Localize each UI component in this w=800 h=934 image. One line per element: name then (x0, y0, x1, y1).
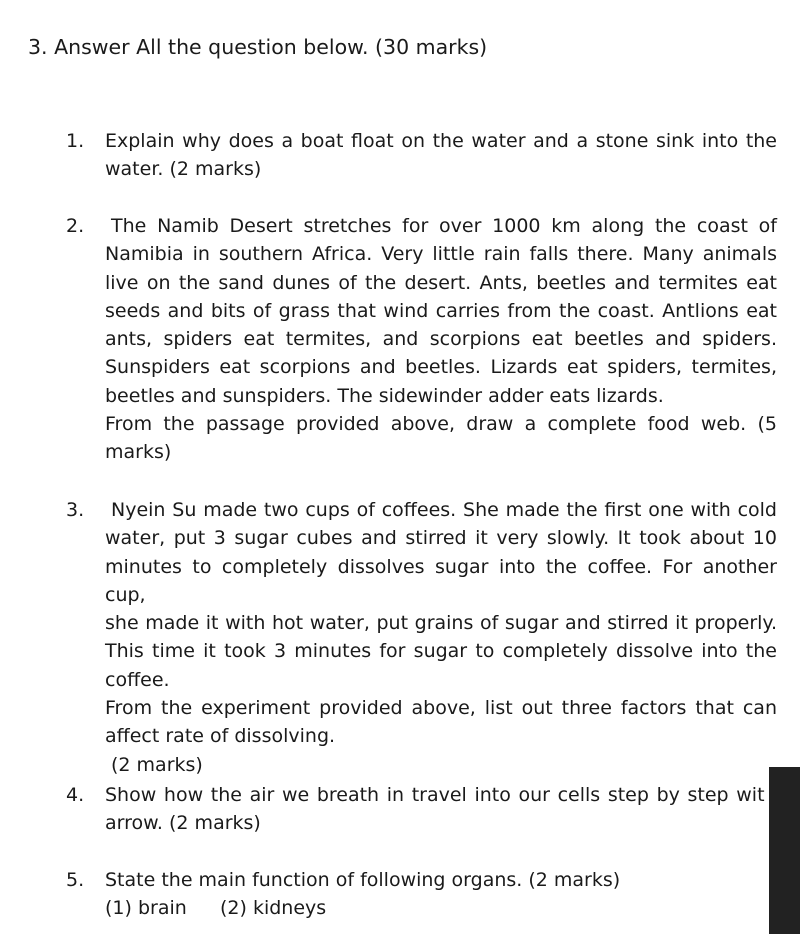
question-text (105, 866, 777, 923)
question-line: seeds and bits of grass that wind carries from the coast. Antlions eat (105, 299, 777, 322)
question-line: Nyein Su made two cups of coffees. She made the first one with cold (111, 499, 777, 521)
question-line: live on the sand dunes of the desert. Ants, beetles and termites eat (105, 271, 777, 294)
question-number: 4. (66, 784, 85, 806)
organ-option-brain: (1) brain (105, 897, 187, 920)
question-number: 3. (66, 499, 85, 521)
question-line: water. (2 marks) (105, 158, 262, 181)
dark-edge-strip (769, 767, 800, 934)
section-heading: 3. Answer All the question below. (30 marks) (28, 35, 488, 59)
question-text (105, 127, 777, 184)
question-line: marks) (105, 441, 172, 464)
question-line: minutes to completely dissolves sugar into the coffee. For another cup, (105, 555, 777, 606)
question-text (105, 212, 777, 467)
question-line: beetles and sunspiders. The sidewinder adder eats lizards. (105, 384, 664, 407)
question-line: (2 marks) (111, 753, 203, 776)
question-line: Namibia in southern Africa. Very little rain falls there. Many animals (105, 243, 777, 266)
question-line: Sunspiders eat scorpions and beetles. Lizards eat spiders, termites, (105, 356, 777, 379)
question-number: 2. (66, 215, 85, 237)
question-line: affect rate of dissolving. (105, 725, 336, 748)
question-line: she made it with hot water, put grains of sugar and stirred it properly. (105, 612, 777, 635)
question-line: This time it took 3 minutes for sugar to completely dissolve into the (105, 640, 777, 663)
question-line: The Namib Desert stretches for over 1000 km along the coast of (111, 215, 777, 237)
question-line: coffee. (105, 668, 170, 691)
question-line: arrow. (2 marks) (105, 812, 261, 835)
question-line: State the main function of following organs. (2 marks) (105, 869, 621, 891)
question-number: 1. (66, 130, 85, 152)
question-text (105, 496, 777, 779)
question-line: Explain why does a boat float on the water and a stone sink into the (105, 130, 777, 152)
question-line: ants, spiders eat termites, and scorpions eat beetles and spiders. (105, 328, 777, 351)
question-line: water, put 3 sugar cubes and stirred it very slowly. It took about 10 (105, 527, 777, 550)
question-number: 5. (66, 869, 85, 891)
organ-options (105, 894, 777, 922)
question-line: From the passage provided above, draw a complete food web. (5 (105, 413, 777, 436)
organ-option-kidneys: (2) kidneys (220, 897, 327, 920)
question-text (105, 781, 769, 838)
question-line: From the experiment provided above, list out three factors that can (105, 697, 777, 720)
question-line: Show how the air we breath in travel into our cells step by step wit (105, 784, 765, 806)
